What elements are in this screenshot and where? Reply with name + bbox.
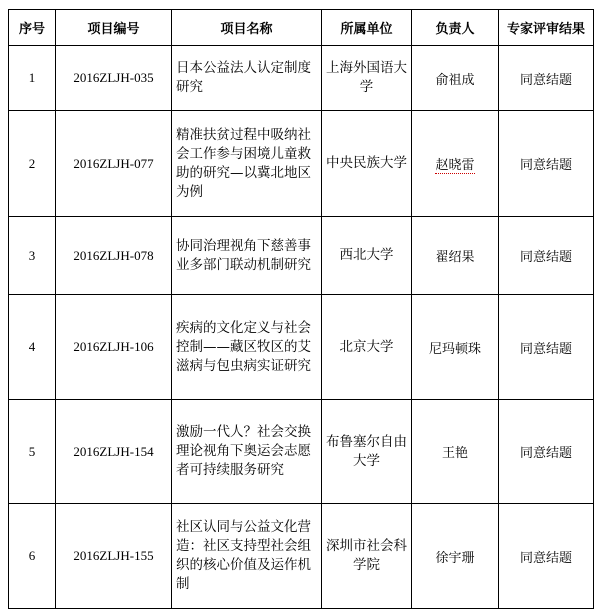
table-row <box>9 46 594 111</box>
cell-result: 同意结题 <box>499 46 594 111</box>
cell-code: 2016ZLJH-155 <box>56 504 172 609</box>
cell-index: 2 <box>9 111 56 217</box>
cell-name: 协同治理视角下慈善事业多部门联动机制研究 <box>172 217 322 295</box>
cell-name: 疾病的文化定义与社会控制——藏区牧区的艾滋病与包虫病实证研究 <box>172 295 322 400</box>
cell-code: 2016ZLJH-106 <box>56 295 172 400</box>
cell-person <box>412 111 499 217</box>
table-row <box>9 400 594 504</box>
table-row <box>9 111 594 217</box>
cell-person-text: 赵晓雷 <box>435 158 475 173</box>
cell-result: 同意结题 <box>499 217 594 295</box>
cell-code: 2016ZLJH-154 <box>56 400 172 504</box>
cell-result: 同意结题 <box>499 400 594 504</box>
header-code: 项目编号 <box>56 10 172 46</box>
cell-unit: 北京大学 <box>322 295 412 400</box>
cell-index: 5 <box>9 400 56 504</box>
cell-index: 1 <box>9 46 56 111</box>
header-unit: 所属单位 <box>322 10 412 46</box>
cell-result: 同意结题 <box>499 295 594 400</box>
cell-code: 2016ZLJH-077 <box>56 111 172 217</box>
cell-name: 日本公益法人认定制度研究 <box>172 46 322 111</box>
cell-unit: 上海外国语大学 <box>322 46 412 111</box>
cell-person: 俞祖成 <box>412 46 499 111</box>
header-row <box>9 10 594 46</box>
header-name: 项目名称 <box>172 10 322 46</box>
cell-unit: 深圳市社会科学院 <box>322 504 412 609</box>
cell-result: 同意结题 <box>499 111 594 217</box>
table-row <box>9 217 594 295</box>
cell-code: 2016ZLJH-078 <box>56 217 172 295</box>
table-row <box>9 295 594 400</box>
cell-person: 尼玛顿珠 <box>412 295 499 400</box>
header-person: 负责人 <box>412 10 499 46</box>
cell-index: 6 <box>9 504 56 609</box>
cell-unit: 布鲁塞尔自由大学 <box>322 400 412 504</box>
cell-code: 2016ZLJH-035 <box>56 46 172 111</box>
cell-person: 翟绍果 <box>412 217 499 295</box>
cell-person: 徐宇珊 <box>412 504 499 609</box>
cell-index: 4 <box>9 295 56 400</box>
cell-unit: 中央民族大学 <box>322 111 412 217</box>
cell-name: 社区认同与公益文化营造：社区支持型社会组织的核心价值及运作机制 <box>172 504 322 609</box>
project-review-table <box>8 9 594 609</box>
cell-result: 同意结题 <box>499 504 594 609</box>
table-row <box>9 504 594 609</box>
cell-unit: 西北大学 <box>322 217 412 295</box>
cell-person: 王艳 <box>412 400 499 504</box>
cell-name: 精准扶贫过程中吸纳社会工作参与困境儿童救助的研究—以冀北地区为例 <box>172 111 322 217</box>
header-result: 专家评审结果 <box>499 10 594 46</box>
header-index: 序号 <box>9 10 56 46</box>
cell-name: 激励一代人？社会交换理论视角下奥运会志愿者可持续服务研究 <box>172 400 322 504</box>
cell-index: 3 <box>9 217 56 295</box>
